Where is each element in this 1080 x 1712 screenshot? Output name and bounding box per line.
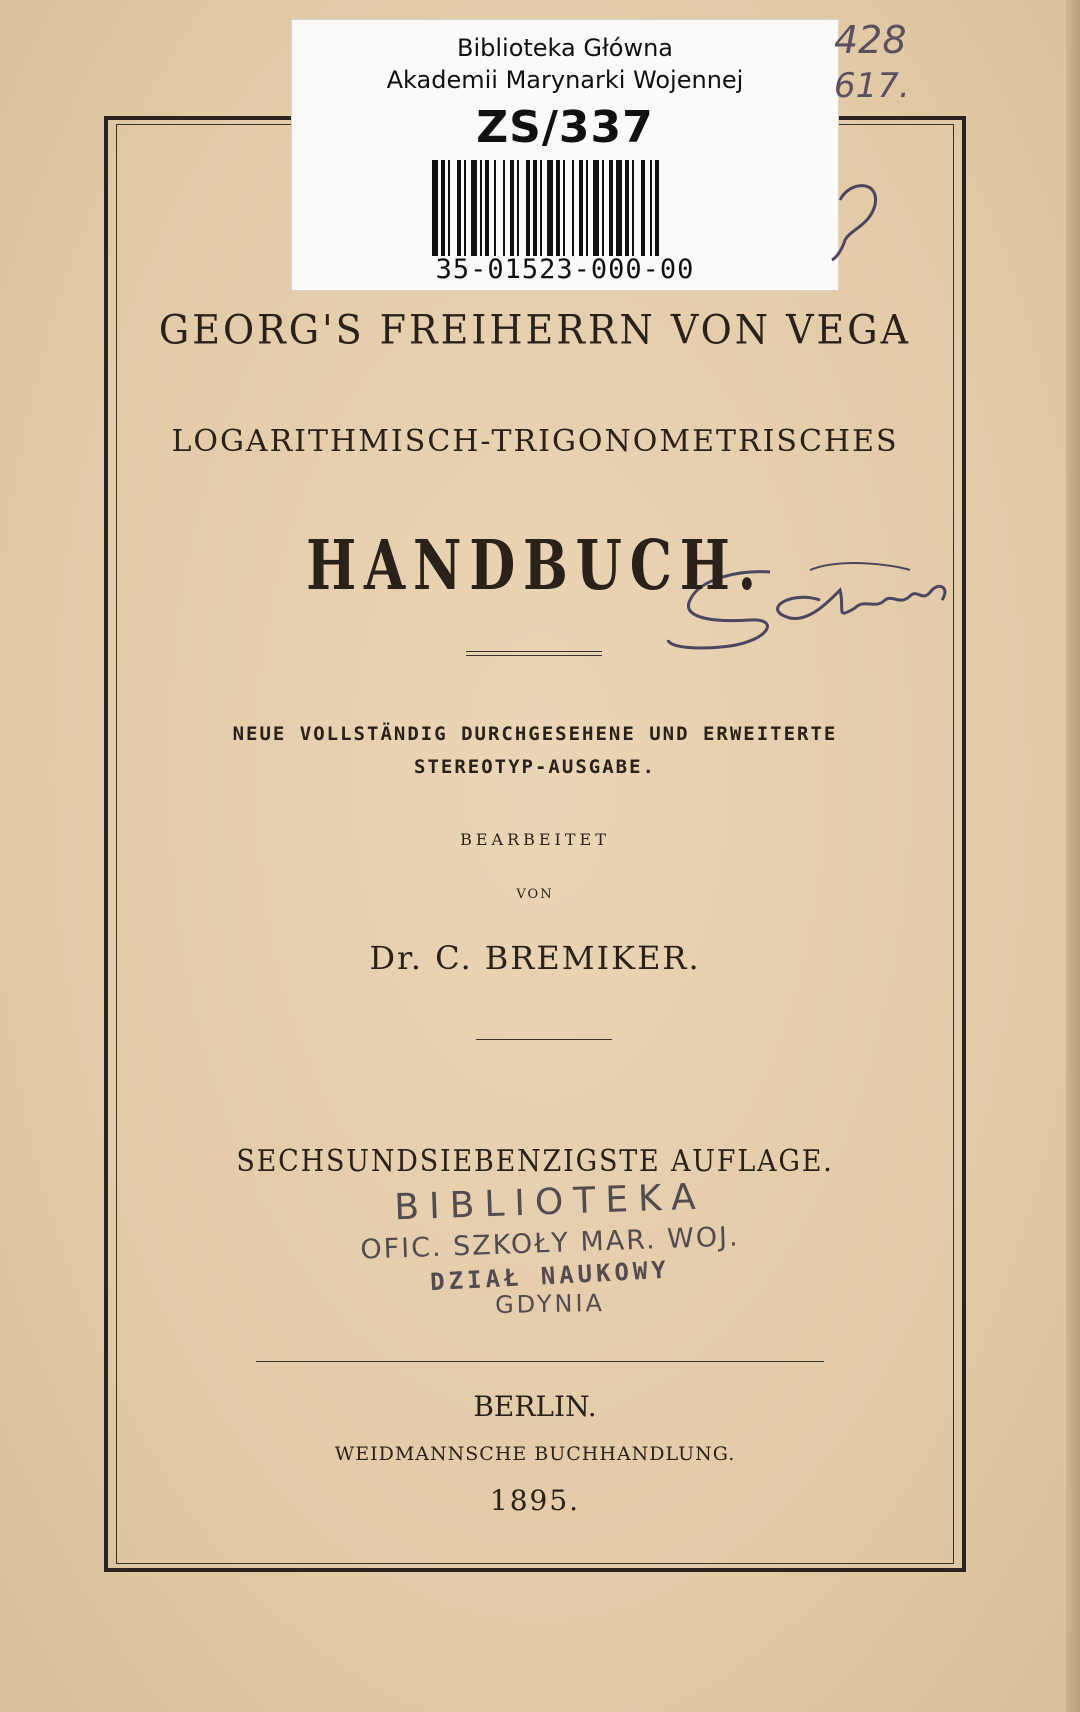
barcode-bar <box>494 160 496 256</box>
barcode-bar <box>602 160 604 256</box>
imprint-year: 1895. <box>489 1484 581 1517</box>
stamp-line-4: GDYNIA <box>494 1289 606 1319</box>
barcode-bar <box>526 160 530 256</box>
decorative-rule-1b <box>466 655 602 656</box>
barcode-bar <box>471 160 477 256</box>
barcode-bar <box>441 160 445 256</box>
barcode-bar <box>609 160 613 256</box>
stamp-line-2: OFIC. SZKOŁY MAR. WOJ. <box>359 1221 741 1266</box>
barcode-bar <box>572 160 574 256</box>
subtitle-line-1: NEUE VOLLSTÄNDIG DURCHGESEHENE UND ERWEITERTE <box>232 723 838 745</box>
barcode-bar <box>547 160 553 256</box>
subtitle-line-2: STEREOTYP-AUSGABE. <box>414 756 656 778</box>
decorative-rule-1 <box>466 651 602 652</box>
barcode-bar <box>464 160 466 256</box>
label-library-name: Biblioteka Główna <box>456 34 674 62</box>
barcode-icon <box>432 160 738 256</box>
library-barcode-label <box>292 20 838 290</box>
author-name: Dr. C. BREMIKER. <box>369 939 701 977</box>
barcode-bar <box>432 160 438 256</box>
label-barcode-number: 35-01523-000-00 <box>435 254 695 285</box>
barcode-bar <box>586 160 588 256</box>
barcode-bar <box>625 160 629 256</box>
stamp-line-1: BIBLIOTEKA <box>393 1176 707 1229</box>
label-academy-name: Akademii Marynarki Wojennej <box>386 66 744 94</box>
title-line-2: LOGARITHMISCH-TRIGONOMETRISCHES <box>171 424 899 459</box>
barcode-bar <box>480 160 482 256</box>
imprint-rule <box>256 1361 824 1362</box>
edition-statement: SECHSUNDSIEBENZIGSTE AUFLAGE. <box>236 1144 834 1179</box>
barcode-bar <box>448 160 450 256</box>
handwritten-number-1: 428 <box>834 18 907 62</box>
barcode-bar <box>616 160 622 256</box>
barcode-bar <box>533 160 537 256</box>
barcode-bar <box>503 160 505 256</box>
barcode-bar <box>457 160 461 256</box>
label-call-number: ZS/337 <box>476 102 654 153</box>
barcode-bar <box>579 160 583 256</box>
barcode-bar <box>655 160 659 256</box>
barcode-bar <box>485 160 489 256</box>
barcode-bar <box>517 160 519 256</box>
handwritten-number-2: 617. <box>834 66 910 106</box>
title-line-3: HANDBUCH. <box>306 526 764 606</box>
barcode-bar <box>650 160 652 256</box>
decorative-rule-2 <box>476 1039 612 1040</box>
barcode-bar <box>556 160 560 256</box>
barcode-bar <box>641 160 645 256</box>
edited-by-label: BEARBEITET <box>460 830 610 849</box>
barcode-bar <box>563 160 565 256</box>
page-edge <box>1066 0 1080 1712</box>
library-stamp <box>330 1176 770 1332</box>
imprint-city: BERLIN. <box>473 1390 597 1423</box>
stamp-line-3: DZIAŁ NAUKOWY <box>429 1255 671 1297</box>
by-label: VON <box>516 887 554 902</box>
barcode-bar <box>510 160 514 256</box>
title-line-1: GEORG'S FREIHERRN VON VEGA <box>158 306 912 354</box>
barcode-bar <box>632 160 634 256</box>
imprint-publisher: WEIDMANNSCHE BUCHHANDLUNG. <box>334 1443 736 1465</box>
barcode-bar <box>593 160 599 256</box>
handwritten-mark <box>830 180 890 270</box>
barcode-bar <box>540 160 542 256</box>
